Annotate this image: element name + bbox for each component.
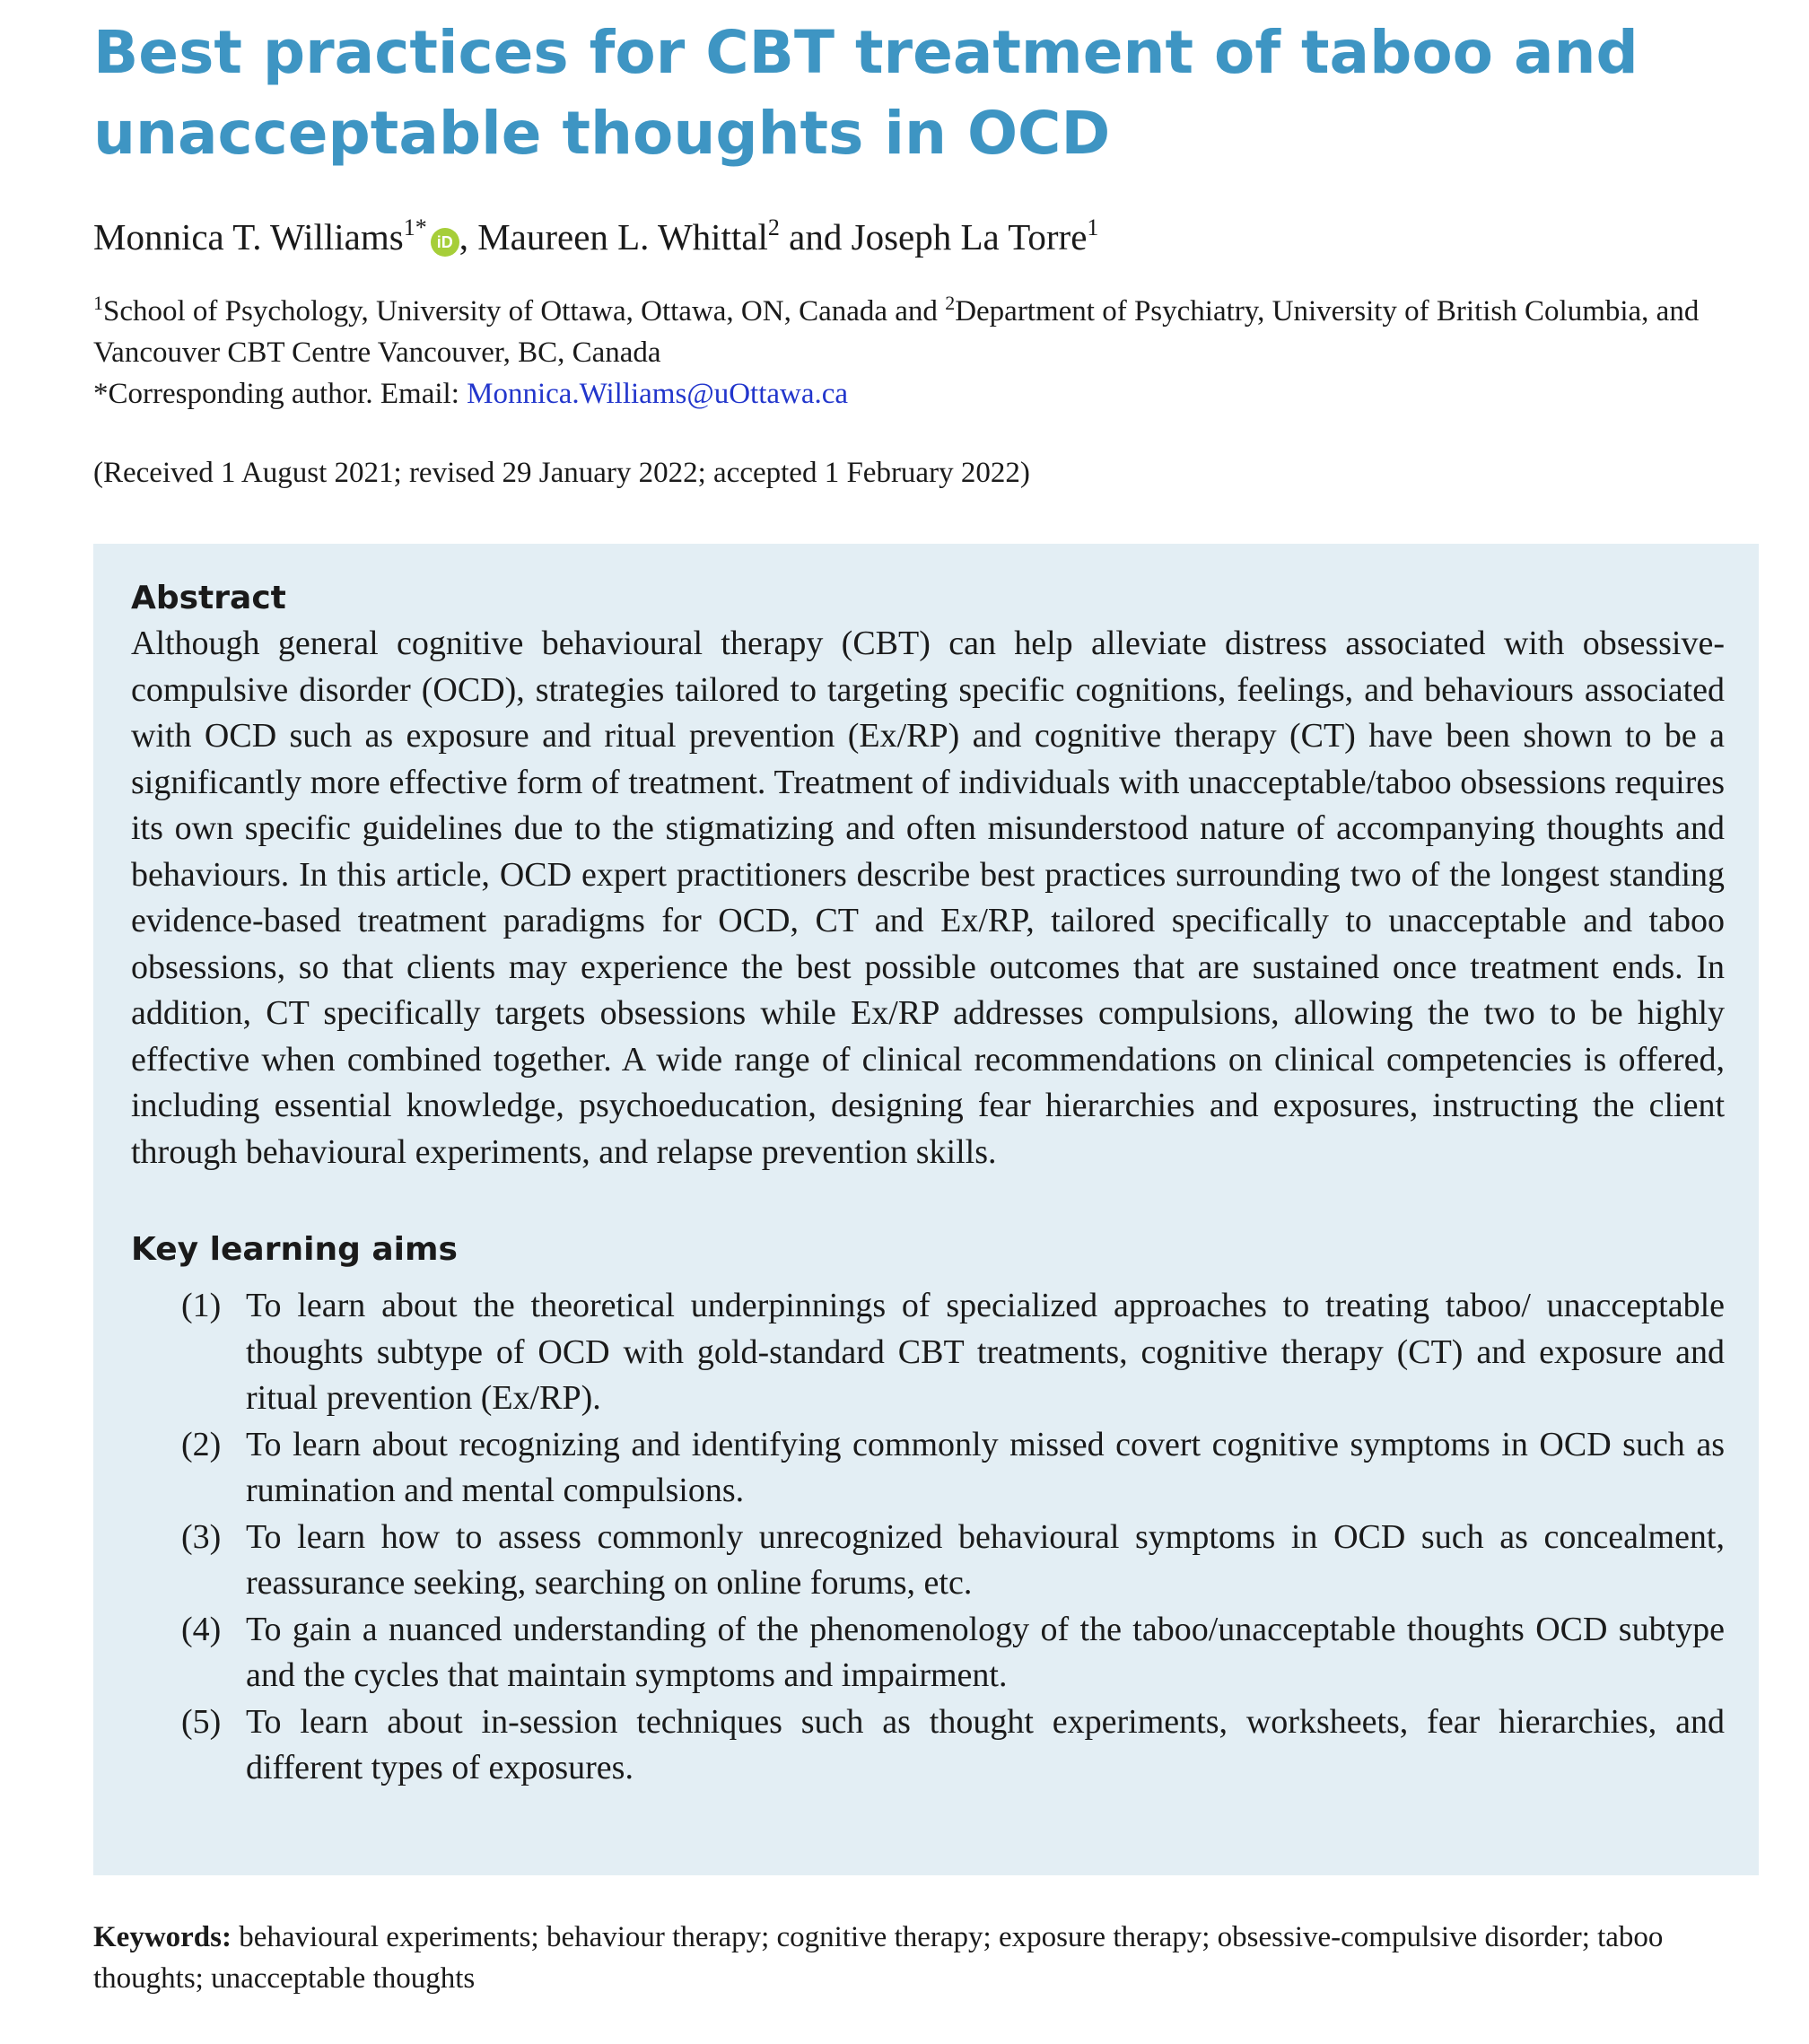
aim-item	[131, 1515, 1725, 1607]
author-affiliation-marker: 1	[1087, 214, 1099, 240]
aim-item	[131, 1607, 1725, 1699]
aim-number: (3)	[181, 1517, 222, 1556]
abstract-heading: Abstract	[131, 580, 286, 616]
author-name: Joseph La Torre	[851, 216, 1088, 258]
author-list	[93, 212, 1098, 262]
affiliation-text: Department of Psychiatry, University of British Columbia, and Vancouver CBT Centre Vancouver, BC, Canada	[93, 295, 1700, 369]
orcid-icon[interactable]: iD	[431, 228, 459, 257]
author-separator: and	[779, 216, 852, 258]
aim-text: To learn about the theoretical underpinnings of specialized approaches to treating taboo/ unacceptable thoughts subtype of OCD with gold-standard CBT treatments, cognitive therapy (CT) and exposure and ritual prevention (Ex/RP).	[246, 1287, 1725, 1417]
affiliation-marker: 1	[93, 292, 103, 314]
author-affiliation-marker: 1*	[403, 214, 427, 240]
keywords	[93, 1917, 1759, 1999]
affiliation-text: School of Psychology, University of Ottawa, Ottawa, ON, Canada and	[103, 295, 946, 328]
author-affiliation-marker: 2	[767, 214, 780, 240]
aim-item	[131, 1422, 1725, 1515]
aim-number: (1)	[181, 1287, 222, 1324]
abstract-content	[131, 576, 1725, 1792]
title-line-1: Best practices for CBT treatment of taboo and	[93, 18, 1639, 87]
abstract-text: Although general cognitive behavioural therapy (CBT) can help alleviate distress associated with obsessive-compulsive disorder (OCD), strategies tailored to targeting specific cognitions, feelings, and behaviours associated with OCD such as exposure and ritual prevention (Ex/RP) and cognitive therapy (CT) have been shown to be a significantly more effective form of treatment. Treatment of individuals with unacceptable/taboo obsessions requires its own specific guidelines due to the stigmatizing and often misunderstood nature of accompanying thoughts and behaviours. In this article, OCD expert practitioners describe best practices surrounding two of the longest standing evidence-based treatment paradigms for OCD, CT and Ex/RP, tailored specifically to unacceptable and taboo obsessions, so that clients may experience the best possible outcomes that are sustained once treatment ends. In addition, CT specifically targets obsessions while Ex/RP addresses compulsions, allowing the two to be highly effective when combined together. A wide range of clinical recommendations on clinical competencies is offered, including essential knowledge, psychoeducation, designing fear hierarchies and exposures, instructing the client through behavioural experiments, and relapse prevention skills.	[131, 625, 1725, 1171]
received-dates: (Received 1 August 2021; revised 29 January 2022; accepted 1 February 2022)	[93, 457, 1030, 489]
keywords-text: behavioural experiments; behaviour therapy; cognitive therapy; exposure therapy; obsessive-compulsive disorder; taboo thoughts; unacceptable thoughts	[93, 1921, 1664, 1995]
aim-text: To gain a nuanced understanding of the phenomenology of the taboo/unacceptable thoughts OCD subtype and the cycles that maintain symptoms and impairment.	[246, 1610, 1725, 1694]
author-name: Monnica T. Williams	[93, 216, 404, 258]
corresponding-author-label: *Corresponding author. Email:	[93, 378, 468, 410]
author-separator: ,	[459, 216, 478, 258]
aim-item	[131, 1283, 1725, 1422]
paper-title	[93, 13, 1708, 174]
affiliation-marker: 2	[945, 292, 956, 314]
author-name: Maureen L. Whittal	[477, 216, 768, 258]
aim-item	[131, 1699, 1725, 1792]
aim-number: (4)	[181, 1610, 222, 1648]
aim-number: (2)	[181, 1425, 222, 1463]
aim-text: To learn about in-session techniques such as thought experiments, worksheets, fear hierarchies, and different types of exposures.	[246, 1702, 1725, 1786]
aim-number: (5)	[181, 1702, 222, 1741]
aims-heading: Key learning aims	[131, 1231, 458, 1268]
affiliations	[93, 291, 1759, 415]
corresponding-email-link[interactable]: Monnica.Williams@uOttawa.ca	[467, 378, 849, 410]
title-line-2: unacceptable thoughts in OCD	[93, 99, 1111, 168]
aim-text: To learn how to assess commonly unrecognized behavioural symptoms in OCD such as concealment, reassurance seeking, searching on online forums, etc.	[246, 1517, 1725, 1602]
aims-list	[131, 1283, 1725, 1792]
aim-text: To learn about recognizing and identifying commonly missed covert cognitive symptoms in OCD such as rumination and mental compulsions.	[246, 1425, 1725, 1509]
keywords-label: Keywords:	[93, 1921, 232, 1953]
abstract-box	[93, 544, 1759, 1875]
